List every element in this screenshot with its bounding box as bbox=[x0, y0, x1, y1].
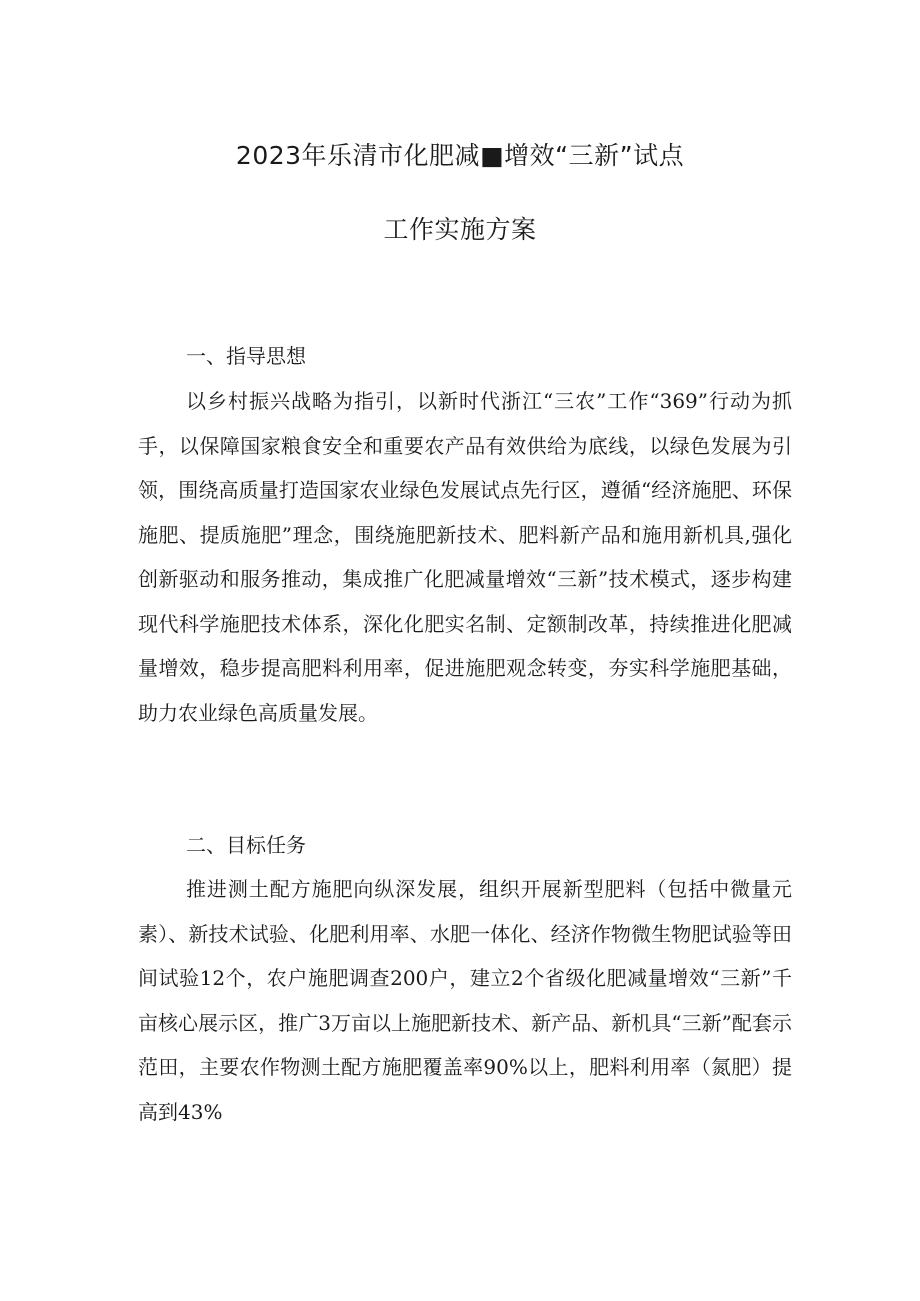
document-title-line-1: 2023年乐清市化肥减■增效“三新”试点 bbox=[235, 141, 685, 170]
section-heading-guiding-ideology: 一、指导思想 bbox=[186, 344, 306, 368]
section-paragraph-objectives: 推进测土配方施肥向纵深发展，组织开展新型肥料（包括中微量元素）、新技术试验、化肥利用率、水肥一体化、经济作物微生物肥试验等田间试验12个，农户施肥调查200户，建立2个省级化肥减量增效“三新”千亩核心展示区，推广3万亩以上施肥新技术、新产品、新机具“三新”配套示范田，主要农作物测土配方施肥覆盖率90%以上，肥料利用率（氮肥）提高到43% bbox=[138, 877, 792, 1124]
section-heading-objectives: 二、目标任务 bbox=[186, 833, 306, 857]
document-title-line-2: 工作实施方案 bbox=[383, 215, 537, 244]
section-paragraph-guiding-ideology: 以乡村振兴战略为指引，以新时代浙江“三农”工作“369”行动为抓手，以保障国家粮食安全和重要农产品有效供给为底线，以绿色发展为引领，围绕高质量打造国家农业绿色发展试点先行区，遵循“经济施肥、环保施肥、提质施肥”理念，围绕施肥新技术、肥料新产品和施用新机具,强化创新驱动和服务推动，集成推广化肥减量增效“三新”技术模式，逐步构建现代科学施肥技术体系，深化化肥实名制、定额制改革，持续推进化肥减量增效，稳步提高肥料利用率，促进施肥观念转变，夯实科学施肥基础，助力农业绿色高质量发展。 bbox=[138, 389, 792, 725]
